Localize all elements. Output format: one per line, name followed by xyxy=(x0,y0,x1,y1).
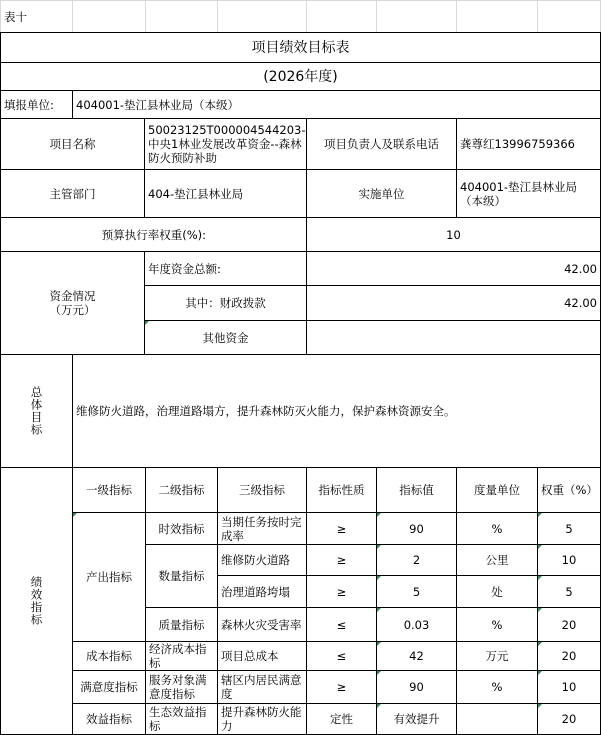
overall-label-text: 总体目标 xyxy=(29,386,44,436)
nature-text: ≥ xyxy=(336,521,347,536)
impl-value-text: 404001-垫江县林业局（本级） xyxy=(460,179,578,208)
nature-text: ≤ xyxy=(336,617,347,632)
funds-other-label xyxy=(144,320,307,355)
nature-cell xyxy=(306,575,377,608)
value-cell xyxy=(376,544,457,576)
funds-fiscal-label xyxy=(144,285,307,321)
funds-fiscal-value xyxy=(306,285,601,321)
unit-text: 万元 xyxy=(485,649,509,663)
header-level3-text: 三级指标 xyxy=(239,483,285,497)
funds-total-value xyxy=(306,251,601,286)
weight-cell xyxy=(537,703,601,735)
unit-cell xyxy=(456,607,538,642)
unit-cell xyxy=(456,670,538,704)
funds-label xyxy=(0,251,145,355)
header-level3 xyxy=(217,467,307,513)
header-value xyxy=(376,467,457,513)
header-unit-text: 度量单位 xyxy=(474,483,520,497)
level3-text: 提升森林防火能力 xyxy=(221,705,302,733)
year-text: (2026年度) xyxy=(263,68,338,85)
weight-text: 20 xyxy=(561,617,577,632)
nature-cell xyxy=(306,544,377,576)
level2-economic-cost-text: 经济成本指标 xyxy=(149,642,207,670)
nature-cell xyxy=(306,703,377,735)
level1-benefit-text: 效益指标 xyxy=(86,712,132,726)
level3-text: 森林火灾受害率 xyxy=(221,617,302,632)
value-cell xyxy=(376,641,457,671)
value-text: 0.03 xyxy=(403,617,430,632)
empty-cell xyxy=(376,0,457,33)
impl-value xyxy=(456,169,601,218)
value-cell xyxy=(376,703,457,735)
level1-output-text: 产出指标 xyxy=(86,570,132,584)
level2-service-satisfaction xyxy=(145,670,218,704)
header-weight xyxy=(537,467,601,513)
manager-label-text: 项目负责人及联系电话 xyxy=(324,137,439,151)
empty-cell xyxy=(306,0,377,33)
nature-cell xyxy=(306,607,377,642)
header-nature-text: 指标性质 xyxy=(318,483,365,497)
header-level2-text: 二级指标 xyxy=(158,483,205,497)
weight-text: 5 xyxy=(565,521,573,536)
nature-cell xyxy=(306,670,377,704)
value-text: 有效提升 xyxy=(393,712,440,726)
level2-quantity xyxy=(145,544,218,608)
value-text: 2 xyxy=(412,553,421,567)
level1-benefit xyxy=(72,703,146,735)
nature-text: ≥ xyxy=(336,553,347,567)
funds-fiscal-label-text: 其中：财政拨款 xyxy=(185,296,266,310)
level1-output xyxy=(72,512,146,642)
unit-text: 公里 xyxy=(485,553,509,567)
unit-text: 处 xyxy=(491,584,503,599)
header-value-text: 指标值 xyxy=(399,483,434,497)
filler-value xyxy=(72,90,601,119)
exec-value-text: 10 xyxy=(446,227,461,242)
weight-cell xyxy=(537,607,601,642)
level2-timeliness-text: 时效指标 xyxy=(158,521,205,536)
exec-label-text: 预算执行率权重(%): xyxy=(101,227,206,242)
nature-cell xyxy=(306,641,377,671)
overall-text xyxy=(72,354,601,468)
level2-economic-cost xyxy=(145,641,218,671)
dept-label xyxy=(0,169,145,218)
level3-cell xyxy=(217,512,307,545)
nature-text: ≥ xyxy=(336,680,347,694)
header-level2 xyxy=(145,467,218,513)
page-title xyxy=(0,32,601,63)
level2-quality-text: 质量指标 xyxy=(158,617,205,632)
manager-label xyxy=(306,118,457,170)
dept-value xyxy=(144,169,307,218)
level3-cell xyxy=(217,544,307,576)
empty-cell xyxy=(145,0,218,33)
funds-label-text: 资金情况 （万元） xyxy=(49,289,96,317)
weight-cell xyxy=(537,512,601,545)
nature-text: ≥ xyxy=(336,584,347,599)
year-label xyxy=(0,62,601,91)
impl-label xyxy=(306,169,457,218)
unit-cell xyxy=(456,641,538,671)
header-level1-text: 一级指标 xyxy=(86,483,132,497)
filler-label-text: 填报单位: xyxy=(4,97,54,112)
weight-cell xyxy=(537,641,601,671)
value-text: 5 xyxy=(412,584,421,599)
level1-satisfaction xyxy=(72,670,146,704)
funds-other-label-text: 其他资金 xyxy=(202,330,249,345)
sheet-label-text: 表十 xyxy=(4,9,27,24)
value-text: 90 xyxy=(409,521,424,536)
weight-cell xyxy=(537,670,601,704)
impl-label-text: 实施单位 xyxy=(358,186,405,201)
unit-text: % xyxy=(491,617,503,632)
level3-cell xyxy=(217,575,307,608)
unit-text: % xyxy=(491,521,503,536)
level2-ecological xyxy=(145,703,218,735)
nature-text: ≤ xyxy=(336,649,347,663)
weight-cell xyxy=(537,544,601,576)
exec-value xyxy=(306,217,601,252)
level2-quality xyxy=(145,607,218,642)
level3-text: 维修防火道路 xyxy=(221,553,290,567)
empty-cell xyxy=(456,0,538,33)
manager-value xyxy=(456,118,601,170)
level3-cell xyxy=(217,703,307,735)
filler-value-text: 404001-垫江县林业局（本级） xyxy=(76,97,240,112)
funds-other-value xyxy=(306,320,601,355)
funds-total-value-text: 42.00 xyxy=(564,261,597,276)
dept-label-text: 主管部门 xyxy=(49,186,96,201)
overall-text-value: 维修防火道路，治理道路塌方，提升森林防灭火能力，保护森林资源安全。 xyxy=(76,404,456,418)
value-cell xyxy=(376,575,457,608)
funds-total-label xyxy=(144,251,307,286)
level3-text: 辖区内居民满意度 xyxy=(221,673,302,701)
sheet-label xyxy=(0,0,73,33)
indicators-label xyxy=(0,467,73,735)
level2-ecological-text: 生态效益指标 xyxy=(149,705,207,733)
level1-cost xyxy=(72,641,146,671)
exec-label xyxy=(0,217,307,252)
weight-text: 20 xyxy=(561,712,577,726)
level2-quantity-text: 数量指标 xyxy=(158,569,205,583)
funds-total-label-text: 年度资金总额: xyxy=(148,261,221,276)
level1-satisfaction-text: 满意度指标 xyxy=(80,680,138,694)
weight-text: 20 xyxy=(561,649,577,663)
level3-text: 项目总成本 xyxy=(221,649,279,663)
unit-cell xyxy=(456,544,538,576)
level2-service-satisfaction-text: 服务对象满意度指标 xyxy=(149,673,207,701)
empty-cell xyxy=(537,0,601,33)
page-title-text: 项目绩效目标表 xyxy=(251,39,350,56)
weight-text: 5 xyxy=(565,584,573,599)
level1-cost-text: 成本指标 xyxy=(86,649,132,663)
unit-cell xyxy=(456,575,538,608)
level3-cell xyxy=(217,607,307,642)
funds-fiscal-value-text: 42.00 xyxy=(564,296,597,310)
level3-text: 当期任务按时完成率 xyxy=(221,514,302,543)
nature-text: 定性 xyxy=(330,712,353,726)
value-cell xyxy=(376,670,457,704)
empty-cell xyxy=(217,0,307,33)
project-name-value xyxy=(144,118,307,170)
unit-cell xyxy=(456,703,538,735)
level3-cell xyxy=(217,670,307,704)
level3-text: 治理道路垮塌 xyxy=(221,584,290,599)
unit-cell xyxy=(456,512,538,545)
value-text: 42 xyxy=(409,649,424,663)
weight-text: 10 xyxy=(561,680,577,694)
weight-cell xyxy=(537,575,601,608)
project-name-value-text: 50023125T000004544203-中央1林业发展改革资金--森林防火预防补助 xyxy=(148,123,306,165)
weight-text: 10 xyxy=(561,553,577,567)
value-cell xyxy=(376,607,457,642)
project-name-label xyxy=(0,118,145,170)
level3-cell xyxy=(217,641,307,671)
header-unit xyxy=(456,467,538,513)
empty-cell xyxy=(72,0,146,33)
manager-value-text: 龚尊红13996759366 xyxy=(460,137,575,151)
header-weight-text: 权重（%） xyxy=(541,483,598,497)
level2-timeliness xyxy=(145,512,218,545)
value-text: 90 xyxy=(409,680,424,694)
unit-text: % xyxy=(491,680,503,694)
header-level1 xyxy=(72,467,146,513)
value-cell xyxy=(376,512,457,545)
nature-cell xyxy=(306,512,377,545)
overall-label xyxy=(0,354,73,468)
filler-label xyxy=(0,90,73,119)
project-name-label-text: 项目名称 xyxy=(49,137,96,151)
header-nature xyxy=(306,467,377,513)
indicators-label-text: 绩效指标 xyxy=(29,576,44,626)
dept-value-text: 404-垫江县林业局 xyxy=(148,186,244,201)
